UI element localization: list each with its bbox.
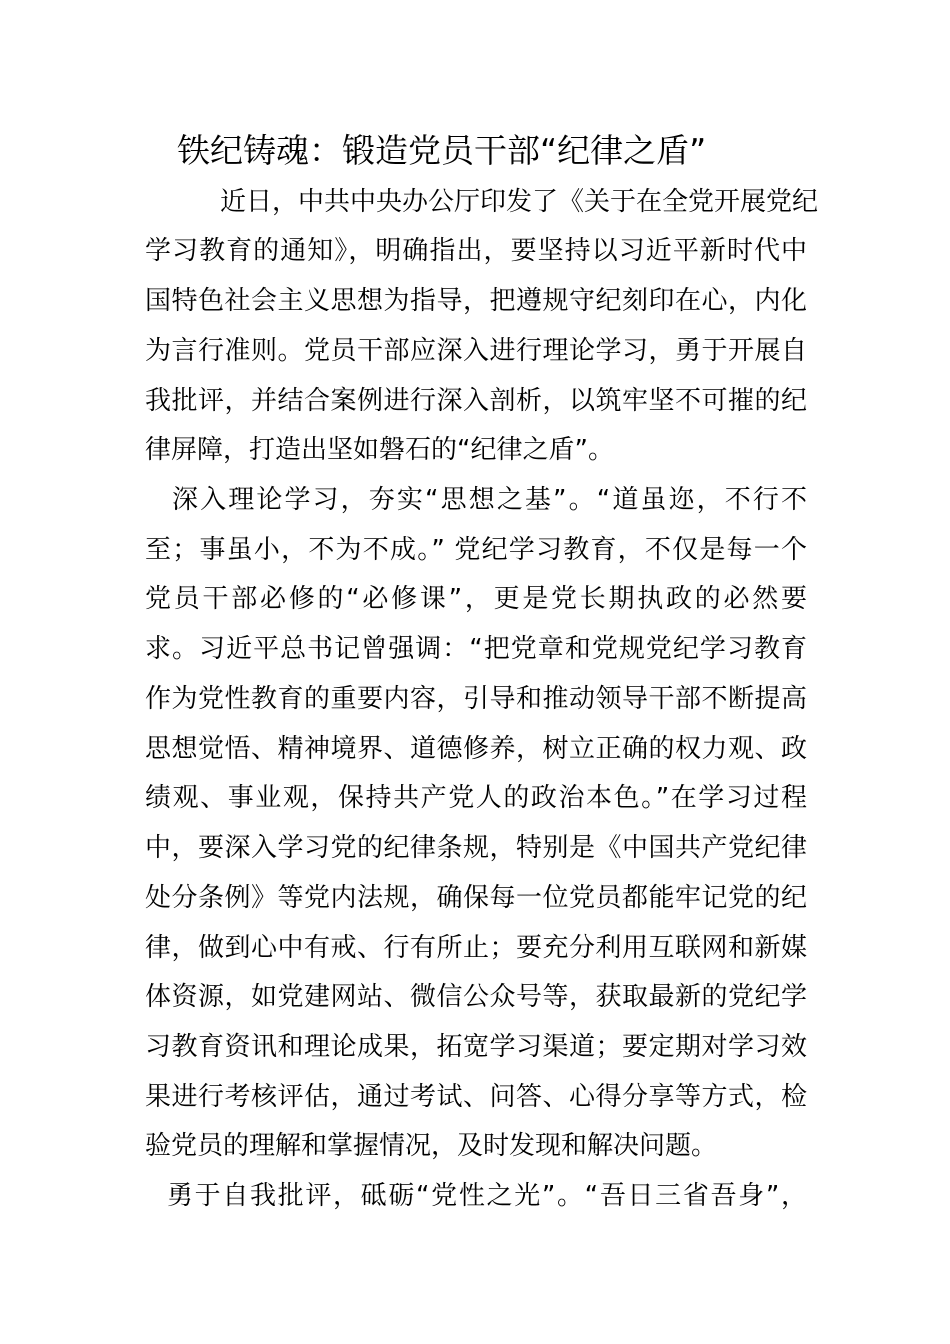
- paragraph-1-line-3: 国特色社会主义思想为指导，把遵规守纪刻印在心，内化: [145, 286, 807, 316]
- paragraph-2-line-1: 深入理论学习，夯实“思想之基”。“道虽迩，不行不: [172, 485, 807, 515]
- paragraph-2-line-12: 习教育资讯和理论成果，拓宽学习渠道；要定期对学习效: [145, 1032, 807, 1062]
- paragraph-1-line-4: 为言行准则。党员干部应深入进行理论学习，勇于开展自: [145, 336, 807, 366]
- paragraph-1-line-2: 学习教育的通知》，明确指出，要坚持以习近平新时代中: [145, 236, 807, 266]
- paragraph-2-line-5: 作为党性教育的重要内容，引导和推动领导干部不断提高: [145, 684, 807, 714]
- paragraph-2-line-7: 绩观、事业观，保持共产党人的政治本色。”在学习过程: [145, 783, 807, 813]
- paragraph-2-line-3: 党员干部必修的“必修课”，更是党长期执政的必然要: [145, 584, 807, 614]
- paragraph-3-line-1: 勇于自我批评，砥砺“党性之光”。“吾日三省吾身”，: [167, 1181, 807, 1211]
- paragraph-1-line-6: 律屏障，打造出坚如磐石的“纪律之盾”。: [145, 435, 614, 465]
- paragraph-2-line-10: 律，做到心中有戒、行有所止；要充分利用互联网和新媒: [145, 933, 807, 963]
- paragraph-2-line-11: 体资源，如党建网站、微信公众号等，获取最新的党纪学: [145, 982, 807, 1012]
- paragraph-2-line-9: 处分条例》等党内法规，确保每一位党员都能牢记党的纪: [145, 883, 807, 913]
- paragraph-2-line-6: 思想觉悟、精神境界、道德修养，树立正确的权力观、政: [145, 734, 807, 764]
- paragraph-2-line-13: 果进行考核评估，通过考试、问答、心得分享等方式，检: [145, 1082, 807, 1112]
- paragraph-2-line-2: 至；事虽小，不为不成。” 党纪学习教育，不仅是每一个: [145, 535, 807, 565]
- paragraph-1-line-5: 我批评，并结合案例进行深入剖析，以筑牢坚不可摧的纪: [145, 386, 807, 416]
- paragraph-1-line-1: 近日，中共中央办公厅印发了《关于在全党开展党纪: [220, 187, 819, 217]
- paragraph-2-line-14: 验党员的理解和掌握情况，及时发现和解决问题。: [145, 1131, 718, 1161]
- paragraph-2-line-4: 求。习近平总书记曾强调：“把党章和党规党纪学习教育: [145, 634, 807, 664]
- document-title: 铁纪铸魂：锻造党员干部“纪律之盾”: [177, 131, 707, 170]
- paragraph-2-line-8: 中，要深入学习党的纪律条规，特别是《中国共产党纪律: [145, 833, 807, 863]
